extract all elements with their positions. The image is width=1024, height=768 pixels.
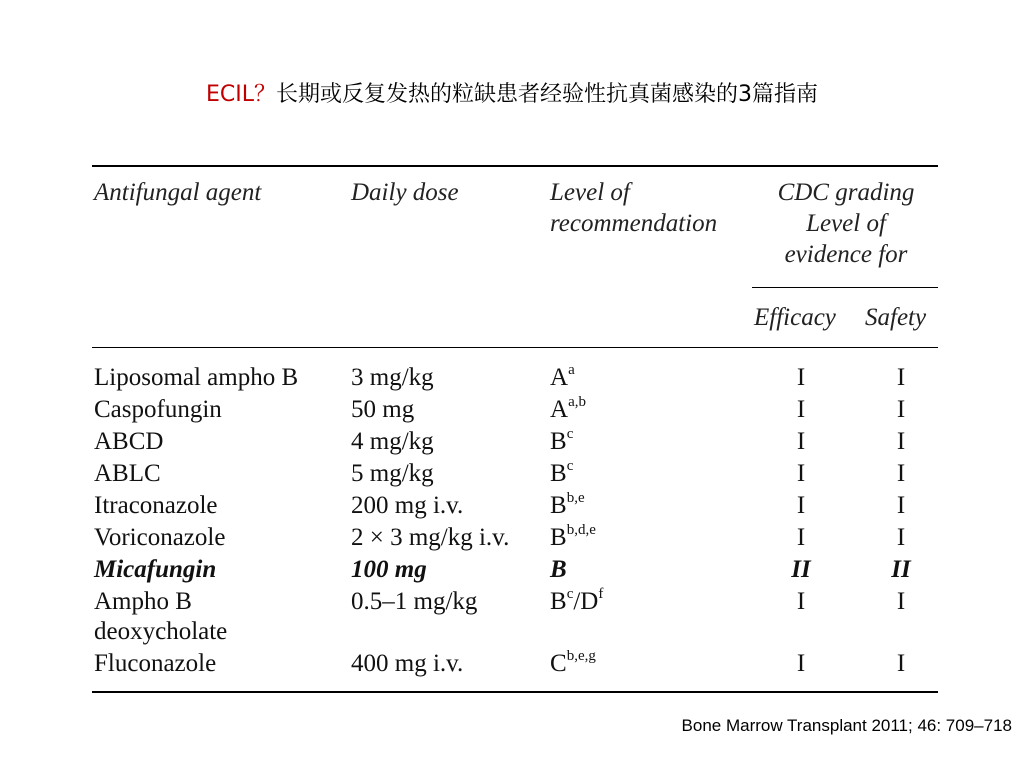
agent-cell: ABCD — [94, 428, 164, 455]
recommendation-cell — [550, 426, 573, 458]
efficacy-cell: I — [796, 588, 806, 615]
safety-cell: I — [896, 428, 906, 455]
recommendation-grade: B — [550, 588, 567, 615]
dose-cell: 100 mg — [351, 556, 427, 583]
agent-cell: Voriconazole — [94, 524, 226, 551]
dose-cell: 50 mg — [351, 396, 415, 423]
safety-cell: II — [891, 556, 911, 583]
header-cdc-line2: Level of — [806, 210, 886, 237]
recommendation-cell — [550, 648, 596, 680]
table-row — [92, 362, 938, 394]
agent-cell: Ampho B — [94, 588, 192, 615]
recommendation-footnote: c — [566, 426, 574, 442]
table-row — [92, 522, 938, 554]
safety-cell: I — [896, 492, 906, 519]
dose-cell: 3 mg/kg — [351, 364, 434, 391]
table-row — [92, 586, 938, 618]
slide-title — [0, 80, 1024, 110]
recommendation-grade: B — [550, 492, 567, 519]
header-efficacy: Efficacy — [754, 304, 836, 331]
title-main: 长期或反复发热的粒缺患者经验性抗真菌感染的3篇指南 — [276, 82, 818, 107]
efficacy-cell: II — [791, 556, 811, 583]
table-row — [92, 458, 938, 490]
header-safety: Safety — [865, 304, 927, 331]
agent-cell: Liposomal ampho B — [94, 364, 299, 391]
recommendation-grade: C — [550, 650, 567, 677]
recommendation-cell — [550, 586, 603, 618]
recommendation-cell — [550, 554, 567, 586]
efficacy-cell: I — [796, 492, 806, 519]
table-row — [92, 394, 938, 426]
recommendation-grade: /D — [573, 588, 599, 615]
efficacy-cell: I — [796, 396, 806, 423]
recommendation-footnote: a — [568, 362, 575, 378]
recommendation-footnote: b,d,e — [566, 522, 596, 538]
table-row — [92, 554, 938, 586]
efficacy-cell: I — [796, 428, 806, 455]
dose-cell: 5 mg/kg — [351, 460, 434, 487]
recommendation-grade: B — [550, 460, 567, 487]
safety-cell: I — [896, 524, 906, 551]
table-row — [92, 426, 938, 458]
efficacy-cell: I — [796, 524, 806, 551]
header-cdc-line3: evidence for — [784, 241, 908, 268]
table-row — [92, 490, 938, 522]
recommendation-grade: A — [550, 396, 569, 423]
table-top-rule — [92, 165, 938, 167]
header-dose: Daily dose — [351, 179, 459, 206]
agent-cell: ABLC — [94, 460, 161, 487]
safety-cell: I — [896, 650, 906, 677]
recommendation-cell — [550, 362, 575, 394]
safety-cell: I — [896, 364, 906, 391]
dose-cell: 4 mg/kg — [351, 428, 434, 455]
recommendation-cell — [550, 458, 573, 490]
agent-cell: Caspofungin — [94, 396, 222, 423]
safety-cell: I — [896, 460, 906, 487]
safety-cell: I — [896, 588, 906, 615]
efficacy-cell: I — [796, 364, 806, 391]
header-rec-line1: Level of — [550, 179, 630, 206]
agent-cell: Itraconazole — [94, 492, 218, 519]
recommendation-footnote: a,b — [568, 394, 586, 410]
table-row — [92, 648, 938, 680]
recommendation-cell — [550, 394, 586, 426]
dose-cell: 200 mg i.v. — [351, 492, 464, 519]
recommendation-footnote: c — [566, 586, 574, 602]
header-agent: Antifungal agent — [94, 179, 262, 206]
recommendation-grade: B — [550, 556, 567, 583]
header-bottom-rule — [92, 347, 938, 348]
recommendation-grade: A — [550, 364, 569, 391]
recommendation-footnote: f — [598, 586, 604, 602]
header-cdc-line1: CDC grading — [777, 179, 915, 206]
table-bottom-rule — [92, 691, 938, 693]
header-rec-line2: recommendation — [550, 210, 718, 237]
recommendation-cell — [550, 522, 596, 554]
recommendation-footnote: b,e — [566, 490, 585, 506]
agent-cell: Micafungin — [94, 556, 217, 583]
dose-cell: 400 mg i.v. — [351, 650, 464, 677]
recommendation-grade: B — [550, 428, 567, 455]
dose-cell: 2 × 3 mg/kg i.v. — [351, 524, 510, 551]
ampho-continuation: deoxycholate — [94, 618, 228, 645]
dose-cell: 0.5–1 mg/kg — [351, 588, 478, 615]
efficacy-cell: I — [796, 650, 806, 677]
title-prefix: ECIL？ — [205, 82, 276, 107]
recommendation-grade: B — [550, 524, 567, 551]
safety-cell: I — [896, 396, 906, 423]
efficacy-cell: I — [796, 460, 806, 487]
cdc-sub-rule — [752, 287, 938, 288]
recommendation-cell — [550, 490, 585, 522]
recommendation-footnote: c — [566, 458, 574, 474]
citation: Bone Marrow Transplant 2011; 46: 709–718 — [681, 716, 1012, 735]
agent-cell: Fluconazole — [94, 650, 217, 677]
antifungal-table — [92, 165, 938, 693]
recommendation-footnote: b,e,g — [566, 648, 596, 664]
